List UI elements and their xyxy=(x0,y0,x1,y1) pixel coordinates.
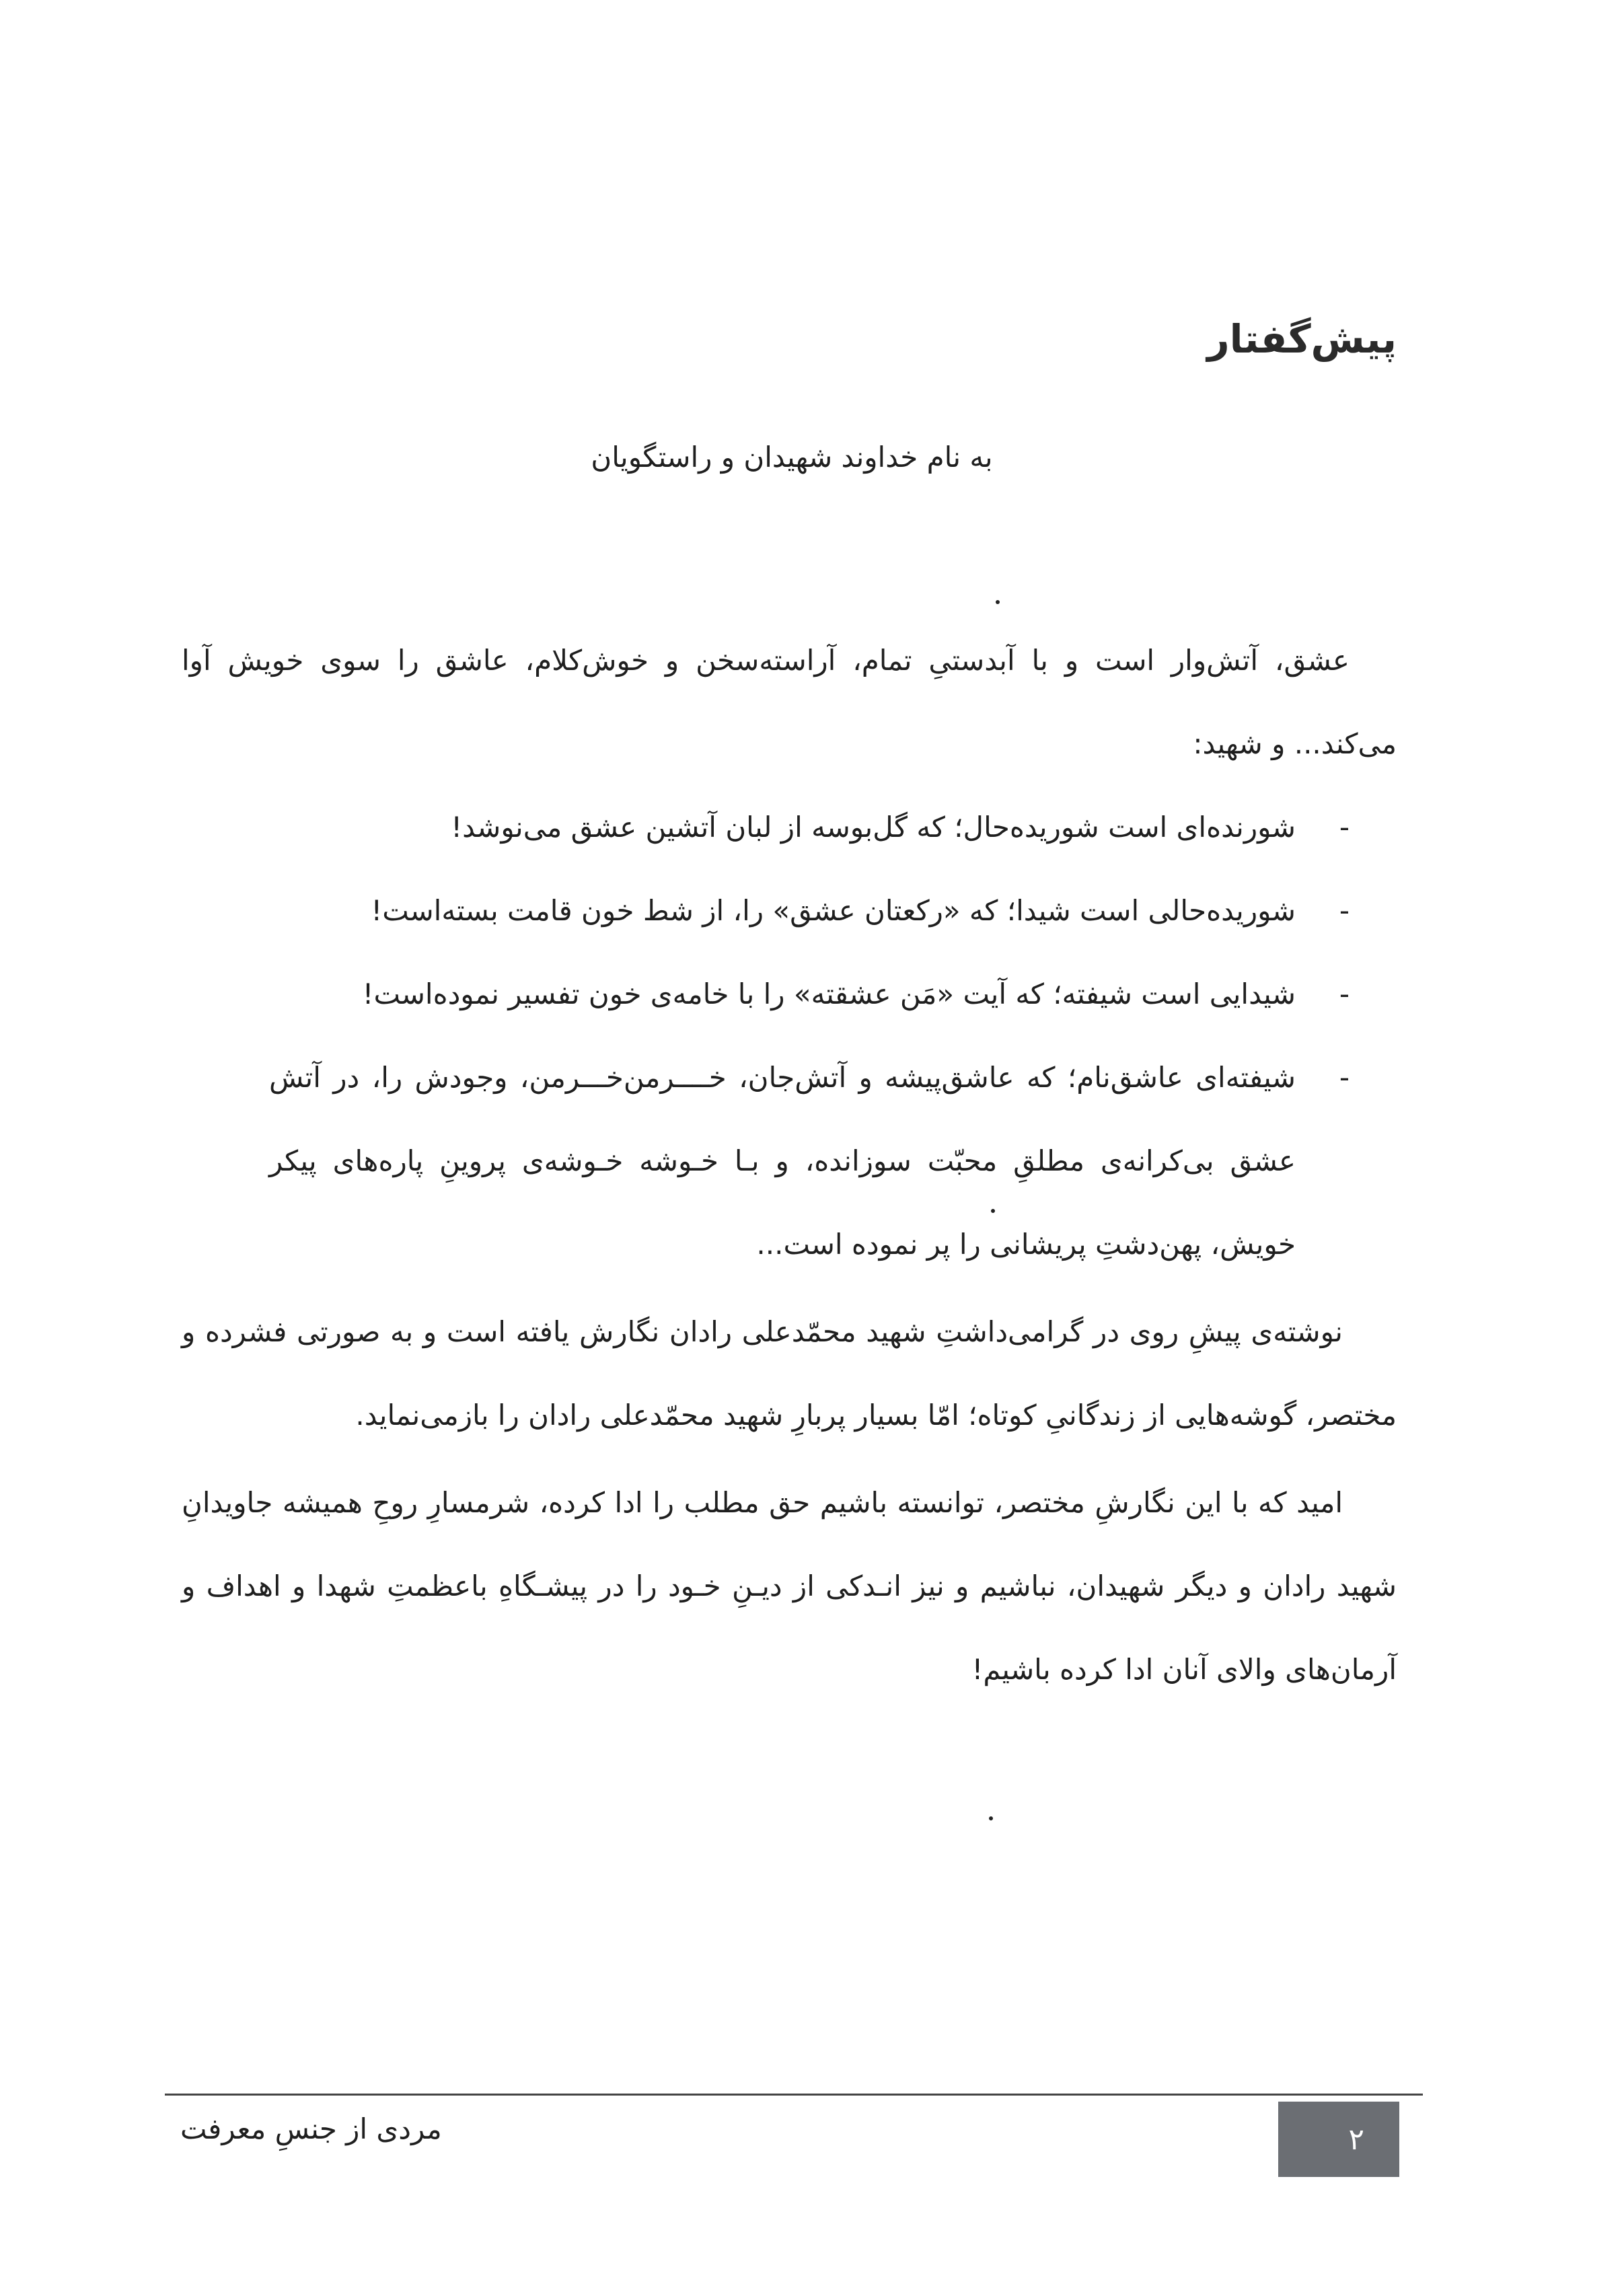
list-item xyxy=(182,786,1397,869)
bullet-list xyxy=(182,786,1397,1286)
bullet-dash: - xyxy=(1339,894,1350,927)
paragraph-3: امید که با این نگارشِ مختصر، توانسته باشیم حق مطلب را ادا کرده، شرمسارِ روحِ همیشه جاویدانِ شهید رادان و دیگر شهیدان، نباشیم و نیز انـدکی از دیـنِ خـود را در پیشـگاهِ باعظمتِ شهدا و اهداف و آرمان‌های والای آنان ادا کرده باشیم! xyxy=(182,1486,1397,1686)
page-title: پیش‌گفتار xyxy=(1207,316,1397,362)
page-number-badge xyxy=(1278,2102,1399,2177)
scan-speck xyxy=(991,1209,995,1213)
list-item-text: شیدایی است شیفته؛ که آیت «مَن عشقته» را با خامه‌ی خون تفسیر نموده‌است! xyxy=(362,977,1296,1010)
list-item xyxy=(182,1036,1397,1286)
scan-speck xyxy=(996,600,1000,604)
list-item xyxy=(182,869,1397,953)
page-number: ۲ xyxy=(1348,2122,1364,2157)
bullet-dash: - xyxy=(1339,811,1350,844)
paragraph-2: نوشته‌ی پیشِ روی در گرامی‌داشتِ شهید محمّدعلی رادان نگارش یافته است و به صورتی فشرده و مختصر، گوشه‌هایی از زندگانیِ کوتاه؛ امّا بسیار پربارِ شهید محمّدعلی رادان را بازمی‌نماید. xyxy=(182,1315,1397,1432)
scan-speck xyxy=(989,1816,993,1820)
list-item-text: شیفته‌ای عاشق‌نام؛ که عاشق‌پیشه و آتش‌جان، خــــرمن‌خـــرمن، وجودش را، در آتش عشق بی‌کرانه‌ی مطلقِ محبّت سوزانده، و بـا خـوشه خـوشه‌ی پروینِ پاره‌های پیکر خویش، پهن‌دشتِ پریشانی را پر نموده است... xyxy=(269,1061,1296,1261)
list-item-text: شورنده‌ای است شوریده‌حال؛ که گل‌بوسه از لبان آتشین عشق می‌نوشد! xyxy=(451,811,1296,844)
basmala-line xyxy=(0,441,1624,474)
list-item-text: شوریده‌حالی است شیدا؛ که «رکعتان عشق» را، از شط خون قامت بسته‌است! xyxy=(371,894,1296,927)
bullet-dash: - xyxy=(1339,1061,1350,1094)
list-item xyxy=(182,953,1397,1036)
basmala-text: به نام خداوند شهیدان و راستگویان xyxy=(591,441,993,474)
footer-divider xyxy=(165,2094,1423,2096)
main-text xyxy=(182,619,1397,1711)
intro-paragraph: عشق، آتش‌وار است و با آبدستیِ تمام، آراسته‌سخن و خوش‌کلام، عاشق را سوی خویش آوا می‌کند... و شهید: xyxy=(182,644,1397,760)
footer-book-title: مردی از جنسِ معرفت xyxy=(180,2112,442,2145)
bullet-dash: - xyxy=(1339,977,1350,1010)
